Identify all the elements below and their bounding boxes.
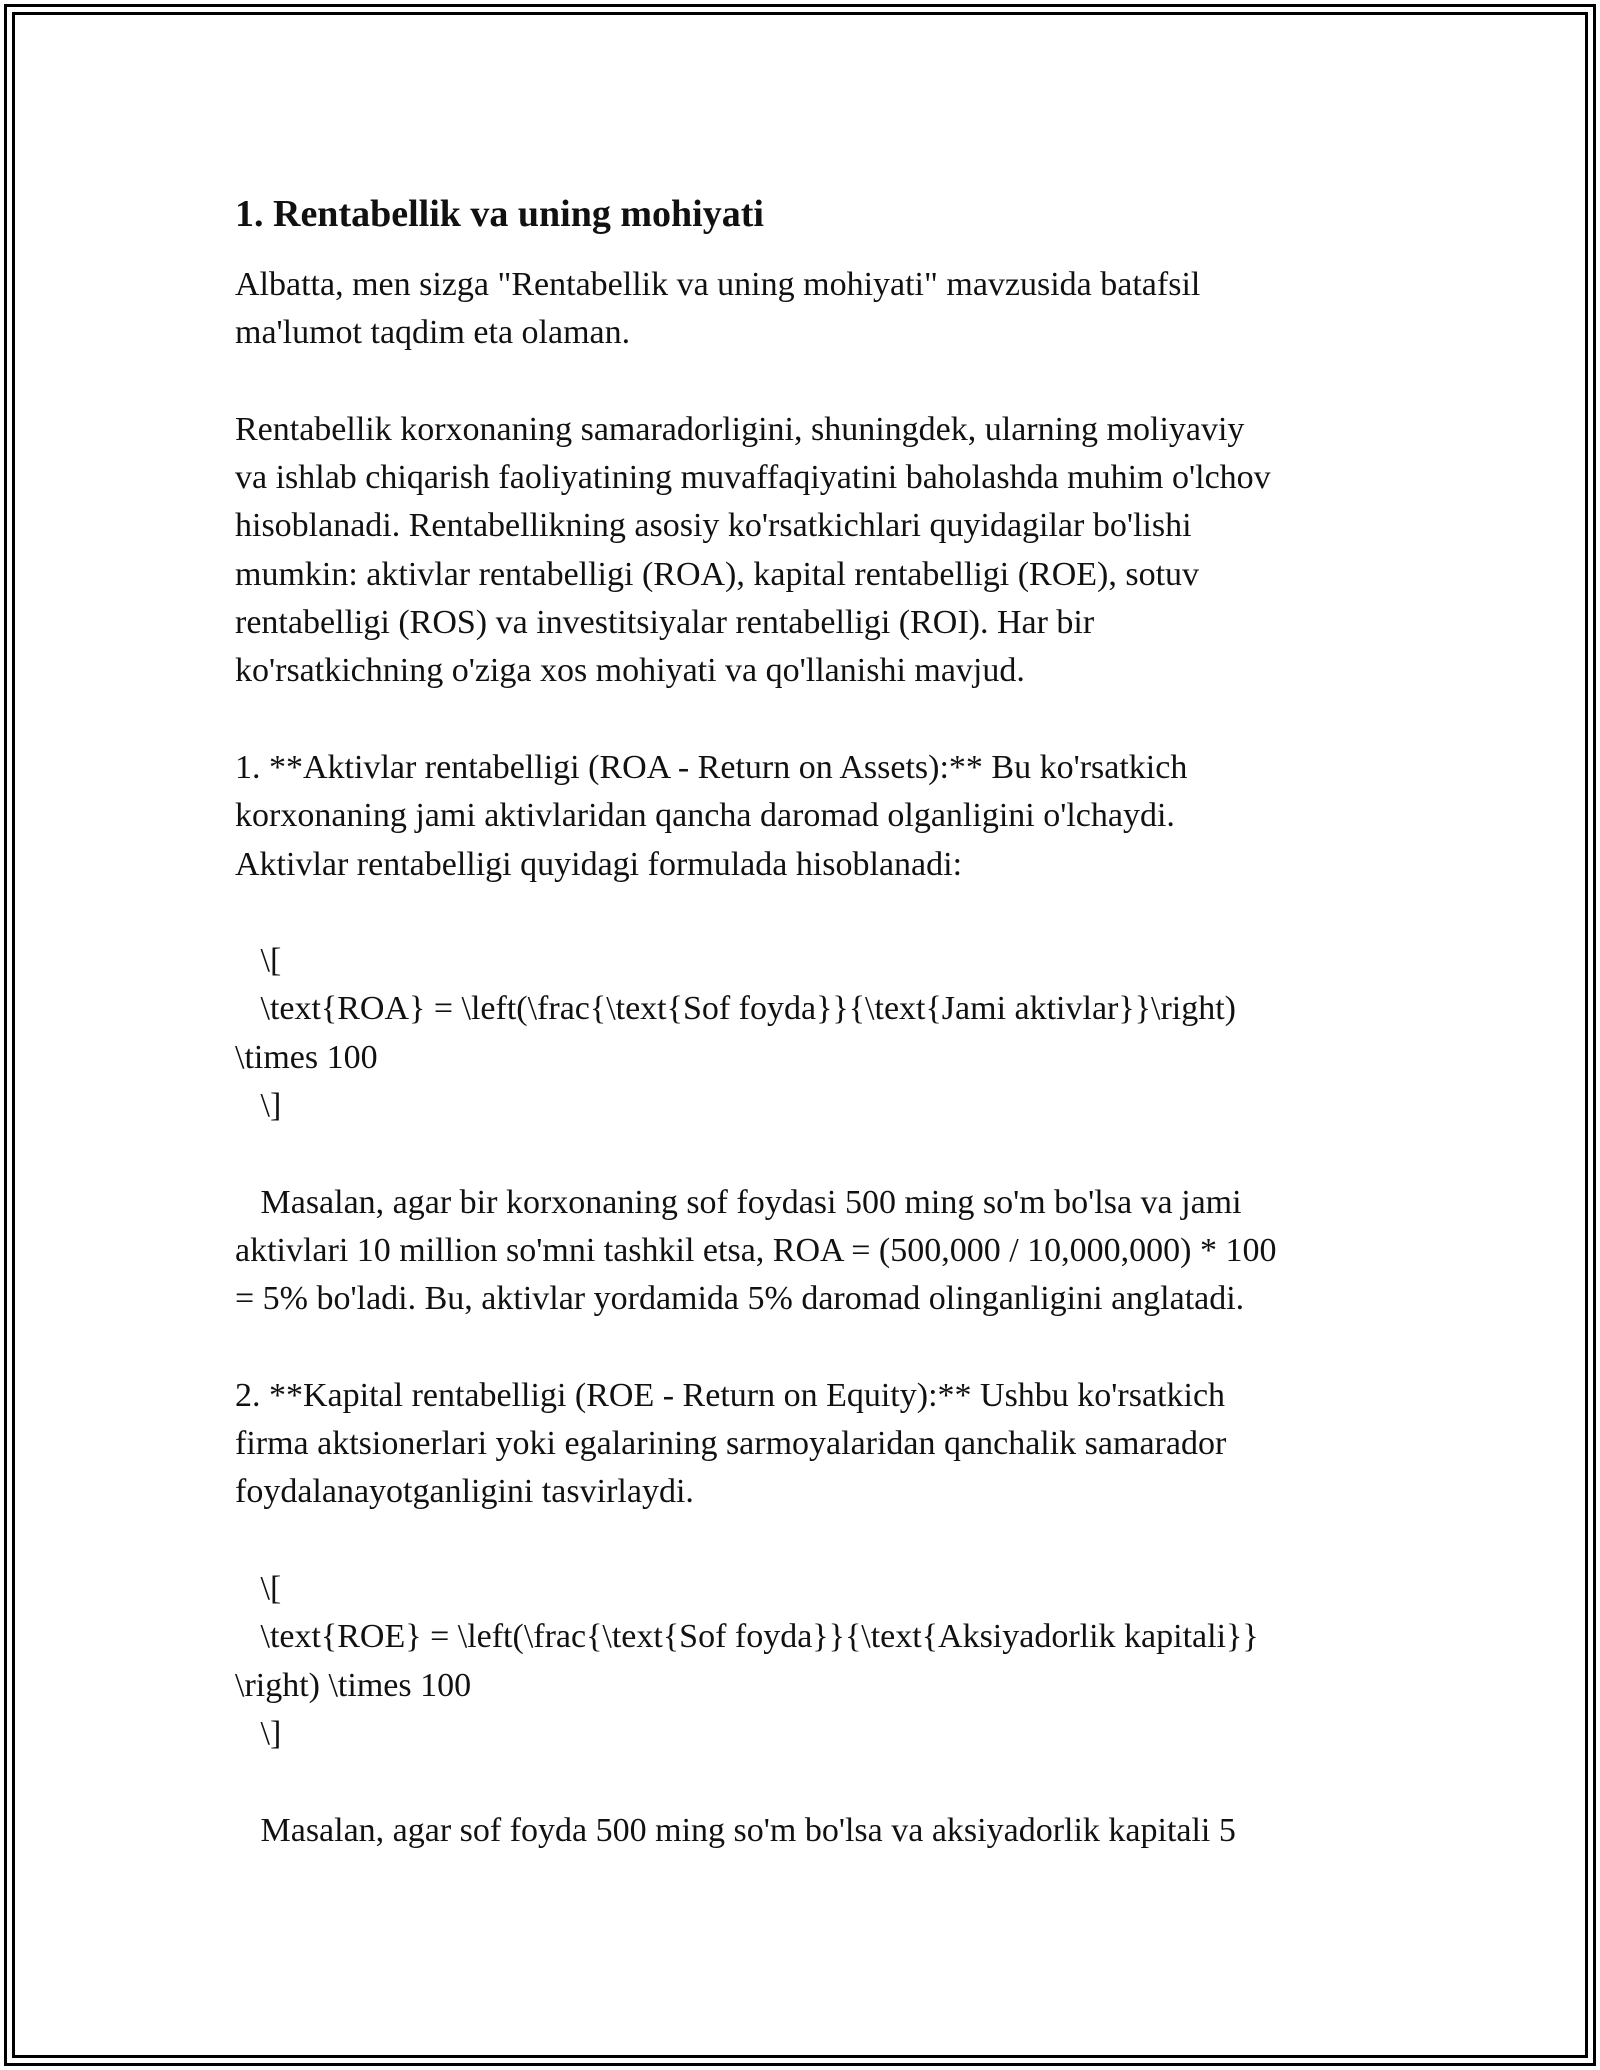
- paragraph: [235, 1565, 1370, 1758]
- text-line: Aktivlar rentabelligi quyidagi formulada hisoblanadi:: [235, 845, 963, 883]
- paragraph: [235, 1179, 1370, 1324]
- text-line: Albatta, men sizga "Rentabellik va uning mohiyati" mavzusida batafsil: [235, 266, 1201, 303]
- text-line: \text{ROE} = \left(\frac{\text{Sof foyda}}{\text{Aksiyadorlik kapitali}}: [235, 1618, 1259, 1656]
- text-line: = 5% bo'ladi. Bu, aktivlar yordamida 5% daromad olinganligini anglatadi.: [235, 1280, 1245, 1318]
- text-line: \times 100: [235, 1038, 378, 1076]
- paragraph: [235, 1807, 1370, 1855]
- text-line: Masalan, agar sof foyda 500 ming so'm bo'lsa va aksiyadorlik kapitali 5: [235, 1811, 1236, 1849]
- text-line: rentabelligi (ROS) va investitsiyalar rentabelligi (ROI). Har bir: [235, 604, 1095, 642]
- spacer: [235, 240, 1370, 261]
- paragraph-gap: [235, 358, 1370, 406]
- text-line: ko'rsatkichning o'ziga xos mohiyati va qo'llanishi mavjud.: [235, 652, 1025, 690]
- text-line: va ishlab chiqarish faoliyatining muvaffaqiyatini baholashda muhim o'lchov: [235, 459, 1271, 497]
- paragraph: [235, 937, 1370, 1130]
- text-line: aktivlari 10 million so'mni tashkil etsa, ROA = (500,000 / 10,000,000) * 100: [235, 1231, 1277, 1269]
- paragraph: [235, 744, 1370, 889]
- text-line: hisoblanadi. Rentabellikning asosiy ko'rsatkichlari quyidagilar bo'lishi: [235, 507, 1192, 545]
- text-line: \]: [235, 1087, 282, 1125]
- text-line: Masalan, agar bir korxonaning sof foydasi 500 ming so'm bo'lsa va jami: [235, 1183, 1242, 1221]
- paragraph-list: [235, 261, 1370, 1855]
- document-body: [235, 188, 1370, 1855]
- text-line: 1. **Aktivlar rentabelligi (ROA - Return on Assets):** Bu ko'rsatkich: [235, 748, 1188, 786]
- text-line: mumkin: aktivlar rentabelligi (ROA), kapital rentabelligi (ROE), sotuv: [235, 555, 1200, 593]
- text-line: ma'lumot taqdim eta olaman.: [235, 314, 631, 352]
- text-line: \[: [235, 1570, 282, 1608]
- text-line: \text{ROA} = \left(\frac{\text{Sof foyda}}{\text{Jami aktivlar}}\right): [235, 990, 1236, 1028]
- paragraph: [235, 261, 1370, 358]
- paragraph-gap: [235, 1130, 1370, 1178]
- text-line: \[: [235, 942, 282, 980]
- text-line: \right) \times 100: [235, 1666, 472, 1704]
- text-line: korxonaning jami aktivlaridan qancha daromad olganligini o'lchaydi.: [235, 797, 1175, 835]
- paragraph: [235, 406, 1370, 696]
- text-line: firma aktsionerlari yoki egalarining sarmoyalaridan qanchalik samarador: [235, 1425, 1227, 1463]
- document-title: 1. Rentabellik va uning mohiyati: [235, 193, 764, 235]
- paragraph-gap: [235, 889, 1370, 937]
- text-line: 2. **Kapital rentabelligi (ROE - Return on Equity):** Ushbu ko'rsatkich: [235, 1376, 1226, 1414]
- paragraph-gap: [235, 1758, 1370, 1806]
- paragraph-gap: [235, 1324, 1370, 1372]
- text-line: foydalanayotganligini tasvirlaydi.: [235, 1473, 694, 1511]
- paragraph: [235, 1372, 1370, 1517]
- paragraph-gap: [235, 1517, 1370, 1565]
- text-line: Rentabellik korxonaning samaradorligini, shuningdek, ularning moliyaviy: [235, 410, 1245, 448]
- paragraph-gap: [235, 696, 1370, 744]
- text-line: \]: [235, 1714, 282, 1752]
